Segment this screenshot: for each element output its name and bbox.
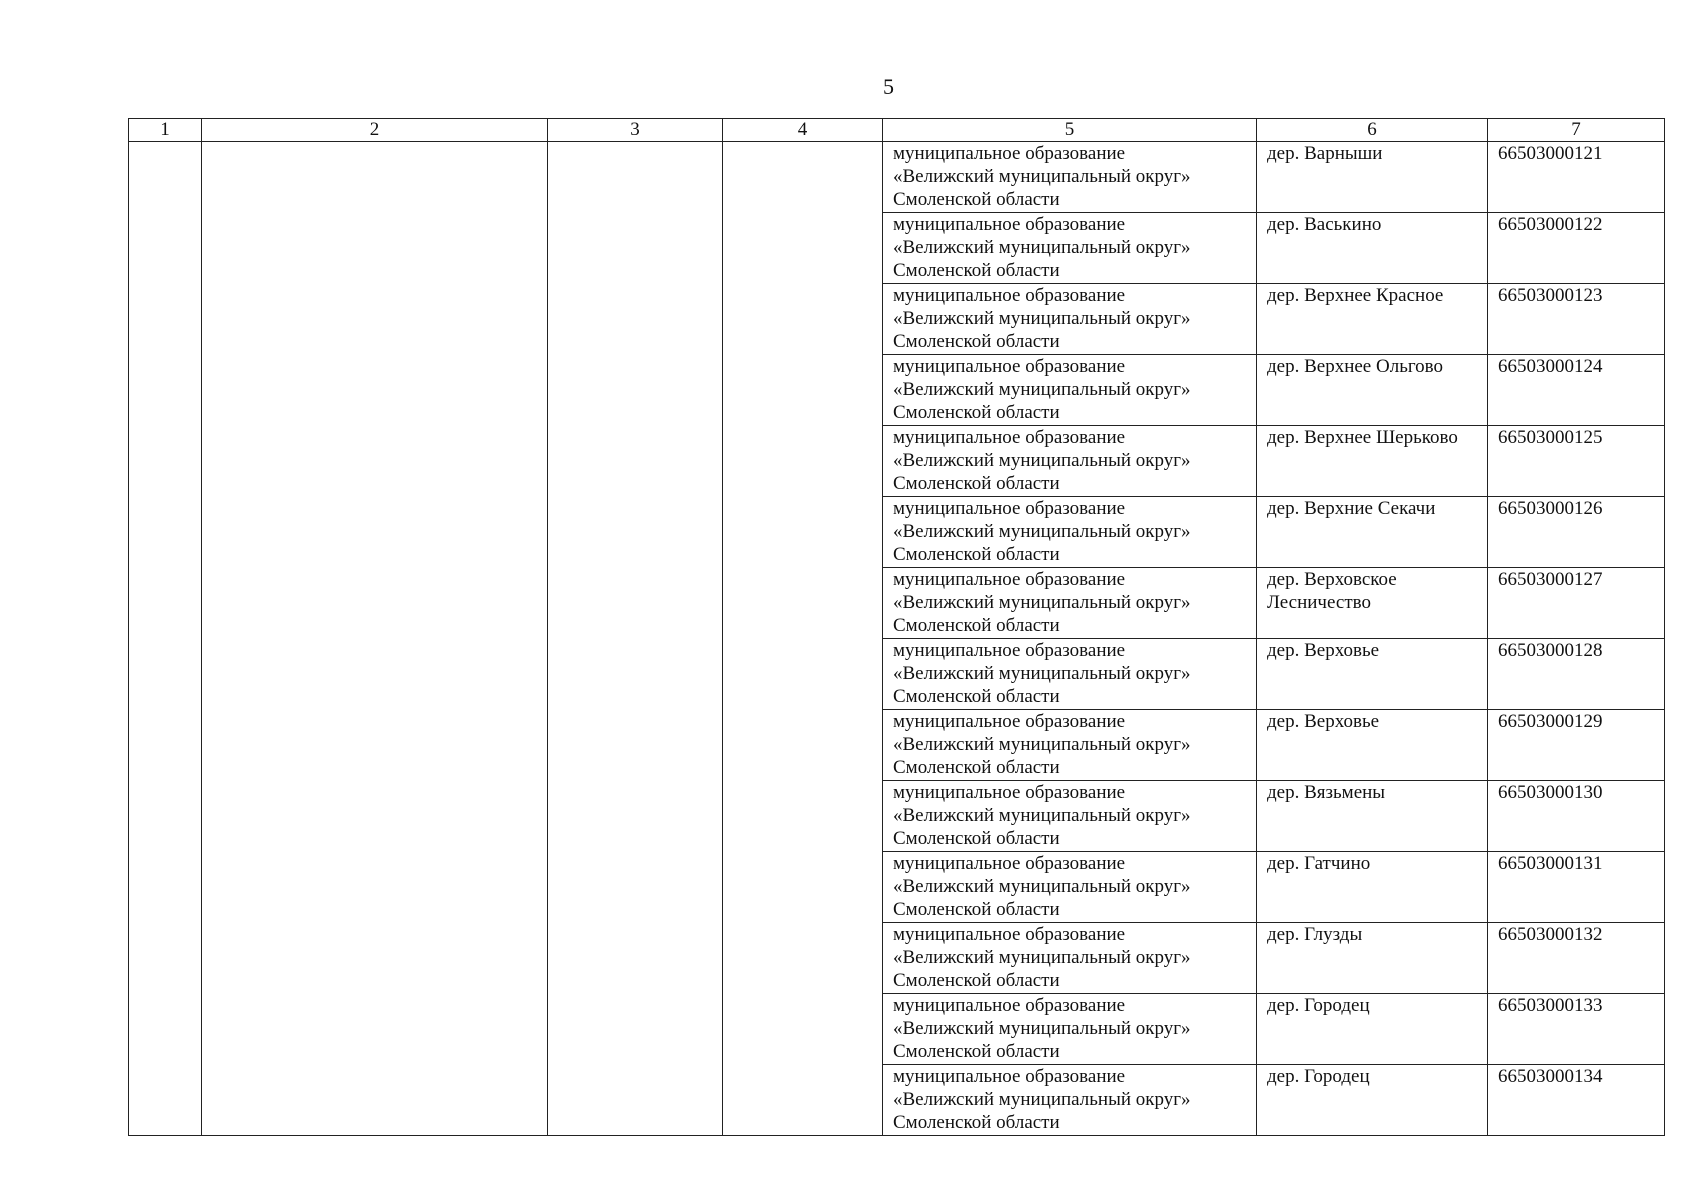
municipality-cell [883, 852, 1257, 923]
registry-table [128, 118, 1665, 1136]
municipality-line: «Велижский муниципальный округ» [893, 521, 1191, 542]
municipality-line: муниципальное образование [893, 143, 1126, 164]
column-2-cell [202, 142, 548, 1136]
settlement-cell: дер. Варныши [1257, 142, 1488, 213]
settlement-cell: дер. Верховье [1257, 710, 1488, 781]
municipality-line: Смоленской области [893, 331, 1060, 352]
municipality-cell [883, 284, 1257, 355]
municipality-line: муниципальное образование [893, 782, 1126, 803]
table-row [129, 142, 1665, 213]
column-header: 7 [1488, 119, 1665, 142]
oktmo-code-cell: 66503000129 [1488, 710, 1665, 781]
municipality-line: «Велижский муниципальный округ» [893, 1089, 1191, 1110]
municipality-line: «Велижский муниципальный округ» [893, 450, 1191, 471]
municipality-line: муниципальное образование [893, 711, 1126, 732]
oktmo-code-cell: 66503000127 [1488, 568, 1665, 639]
oktmo-code-cell: 66503000131 [1488, 852, 1665, 923]
municipality-line: «Велижский муниципальный округ» [893, 805, 1191, 826]
municipality-line: муниципальное образование [893, 214, 1126, 235]
municipality-cell [883, 710, 1257, 781]
municipality-line: «Велижский муниципальный округ» [893, 1018, 1191, 1039]
column-header: 5 [883, 119, 1257, 142]
column-header: 2 [202, 119, 548, 142]
municipality-line: Смоленской области [893, 473, 1060, 494]
municipality-line: Смоленской области [893, 828, 1060, 849]
settlement-cell: дер. Верхнее Ольгово [1257, 355, 1488, 426]
municipality-cell [883, 1065, 1257, 1136]
municipality-line: муниципальное образование [893, 995, 1126, 1016]
oktmo-code-cell: 66503000123 [1488, 284, 1665, 355]
column-header: 3 [548, 119, 723, 142]
oktmo-code-cell: 66503000125 [1488, 426, 1665, 497]
municipality-line: муниципальное образование [893, 498, 1126, 519]
municipality-cell [883, 568, 1257, 639]
municipality-cell [883, 639, 1257, 710]
settlement-cell: дер. Гатчино [1257, 852, 1488, 923]
municipality-line: Смоленской области [893, 189, 1060, 210]
oktmo-code-cell: 66503000124 [1488, 355, 1665, 426]
settlement-cell: дер. Верхнее Красное [1257, 284, 1488, 355]
municipality-cell [883, 994, 1257, 1065]
oktmo-code-cell: 66503000134 [1488, 1065, 1665, 1136]
settlement-cell: дер. Вязьмены [1257, 781, 1488, 852]
municipality-cell [883, 426, 1257, 497]
municipality-line: Смоленской области [893, 686, 1060, 707]
municipality-cell [883, 923, 1257, 994]
municipality-line: Смоленской области [893, 899, 1060, 920]
municipality-line: «Велижский муниципальный округ» [893, 734, 1191, 755]
column-1-cell [129, 142, 202, 1136]
municipality-line: «Велижский муниципальный округ» [893, 592, 1191, 613]
municipality-line: Смоленской области [893, 1041, 1060, 1062]
municipality-line: «Велижский муниципальный округ» [893, 166, 1191, 187]
municipality-line: Смоленской области [893, 402, 1060, 423]
municipality-cell [883, 142, 1257, 213]
municipality-line: Смоленской области [893, 1112, 1060, 1133]
column-number-row [129, 119, 1665, 142]
municipality-line: муниципальное образование [893, 427, 1126, 448]
settlement-cell: дер. Верховское Лесничество [1257, 568, 1488, 639]
oktmo-code-cell: 66503000126 [1488, 497, 1665, 568]
municipality-line: «Велижский муниципальный округ» [893, 947, 1191, 968]
municipality-line: муниципальное образование [893, 1066, 1126, 1087]
column-header: 6 [1257, 119, 1488, 142]
municipality-line: Смоленской области [893, 970, 1060, 991]
municipality-line: муниципальное образование [893, 853, 1126, 874]
settlement-cell: дер. Городец [1257, 994, 1488, 1065]
settlement-cell: дер. Городец [1257, 1065, 1488, 1136]
municipality-line: муниципальное образование [893, 924, 1126, 945]
municipality-line: муниципальное образование [893, 569, 1126, 590]
oktmo-code-cell: 66503000130 [1488, 781, 1665, 852]
municipality-line: «Велижский муниципальный округ» [893, 308, 1191, 329]
page-number: 5 [883, 74, 894, 99]
municipality-cell [883, 781, 1257, 852]
municipality-line: Смоленской области [893, 757, 1060, 778]
municipality-cell [883, 497, 1257, 568]
oktmo-code-cell: 66503000122 [1488, 213, 1665, 284]
municipality-line: Смоленской области [893, 615, 1060, 636]
oktmo-code-cell: 66503000121 [1488, 142, 1665, 213]
oktmo-code-cell: 66503000128 [1488, 639, 1665, 710]
municipality-line: муниципальное образование [893, 356, 1126, 377]
municipality-line: Смоленской области [893, 544, 1060, 565]
settlement-cell: дер. Верховье [1257, 639, 1488, 710]
municipality-line: «Велижский муниципальный округ» [893, 663, 1191, 684]
municipality-cell [883, 355, 1257, 426]
settlement-cell: дер. Верхнее Шерьково [1257, 426, 1488, 497]
settlement-cell: дер. Васькино [1257, 213, 1488, 284]
column-header: 1 [129, 119, 202, 142]
settlement-cell: дер. Глузды [1257, 923, 1488, 994]
municipality-line: муниципальное образование [893, 640, 1126, 661]
oktmo-code-cell: 66503000132 [1488, 923, 1665, 994]
municipality-line: Смоленской области [893, 260, 1060, 281]
column-3-cell [548, 142, 723, 1136]
municipality-line: «Велижский муниципальный округ» [893, 876, 1191, 897]
settlement-cell: дер. Верхние Секачи [1257, 497, 1488, 568]
column-header: 4 [723, 119, 883, 142]
municipality-line: «Велижский муниципальный округ» [893, 379, 1191, 400]
municipality-line: муниципальное образование [893, 285, 1126, 306]
oktmo-code-cell: 66503000133 [1488, 994, 1665, 1065]
municipality-line: «Велижский муниципальный округ» [893, 237, 1191, 258]
column-4-cell [723, 142, 883, 1136]
municipality-cell [883, 213, 1257, 284]
